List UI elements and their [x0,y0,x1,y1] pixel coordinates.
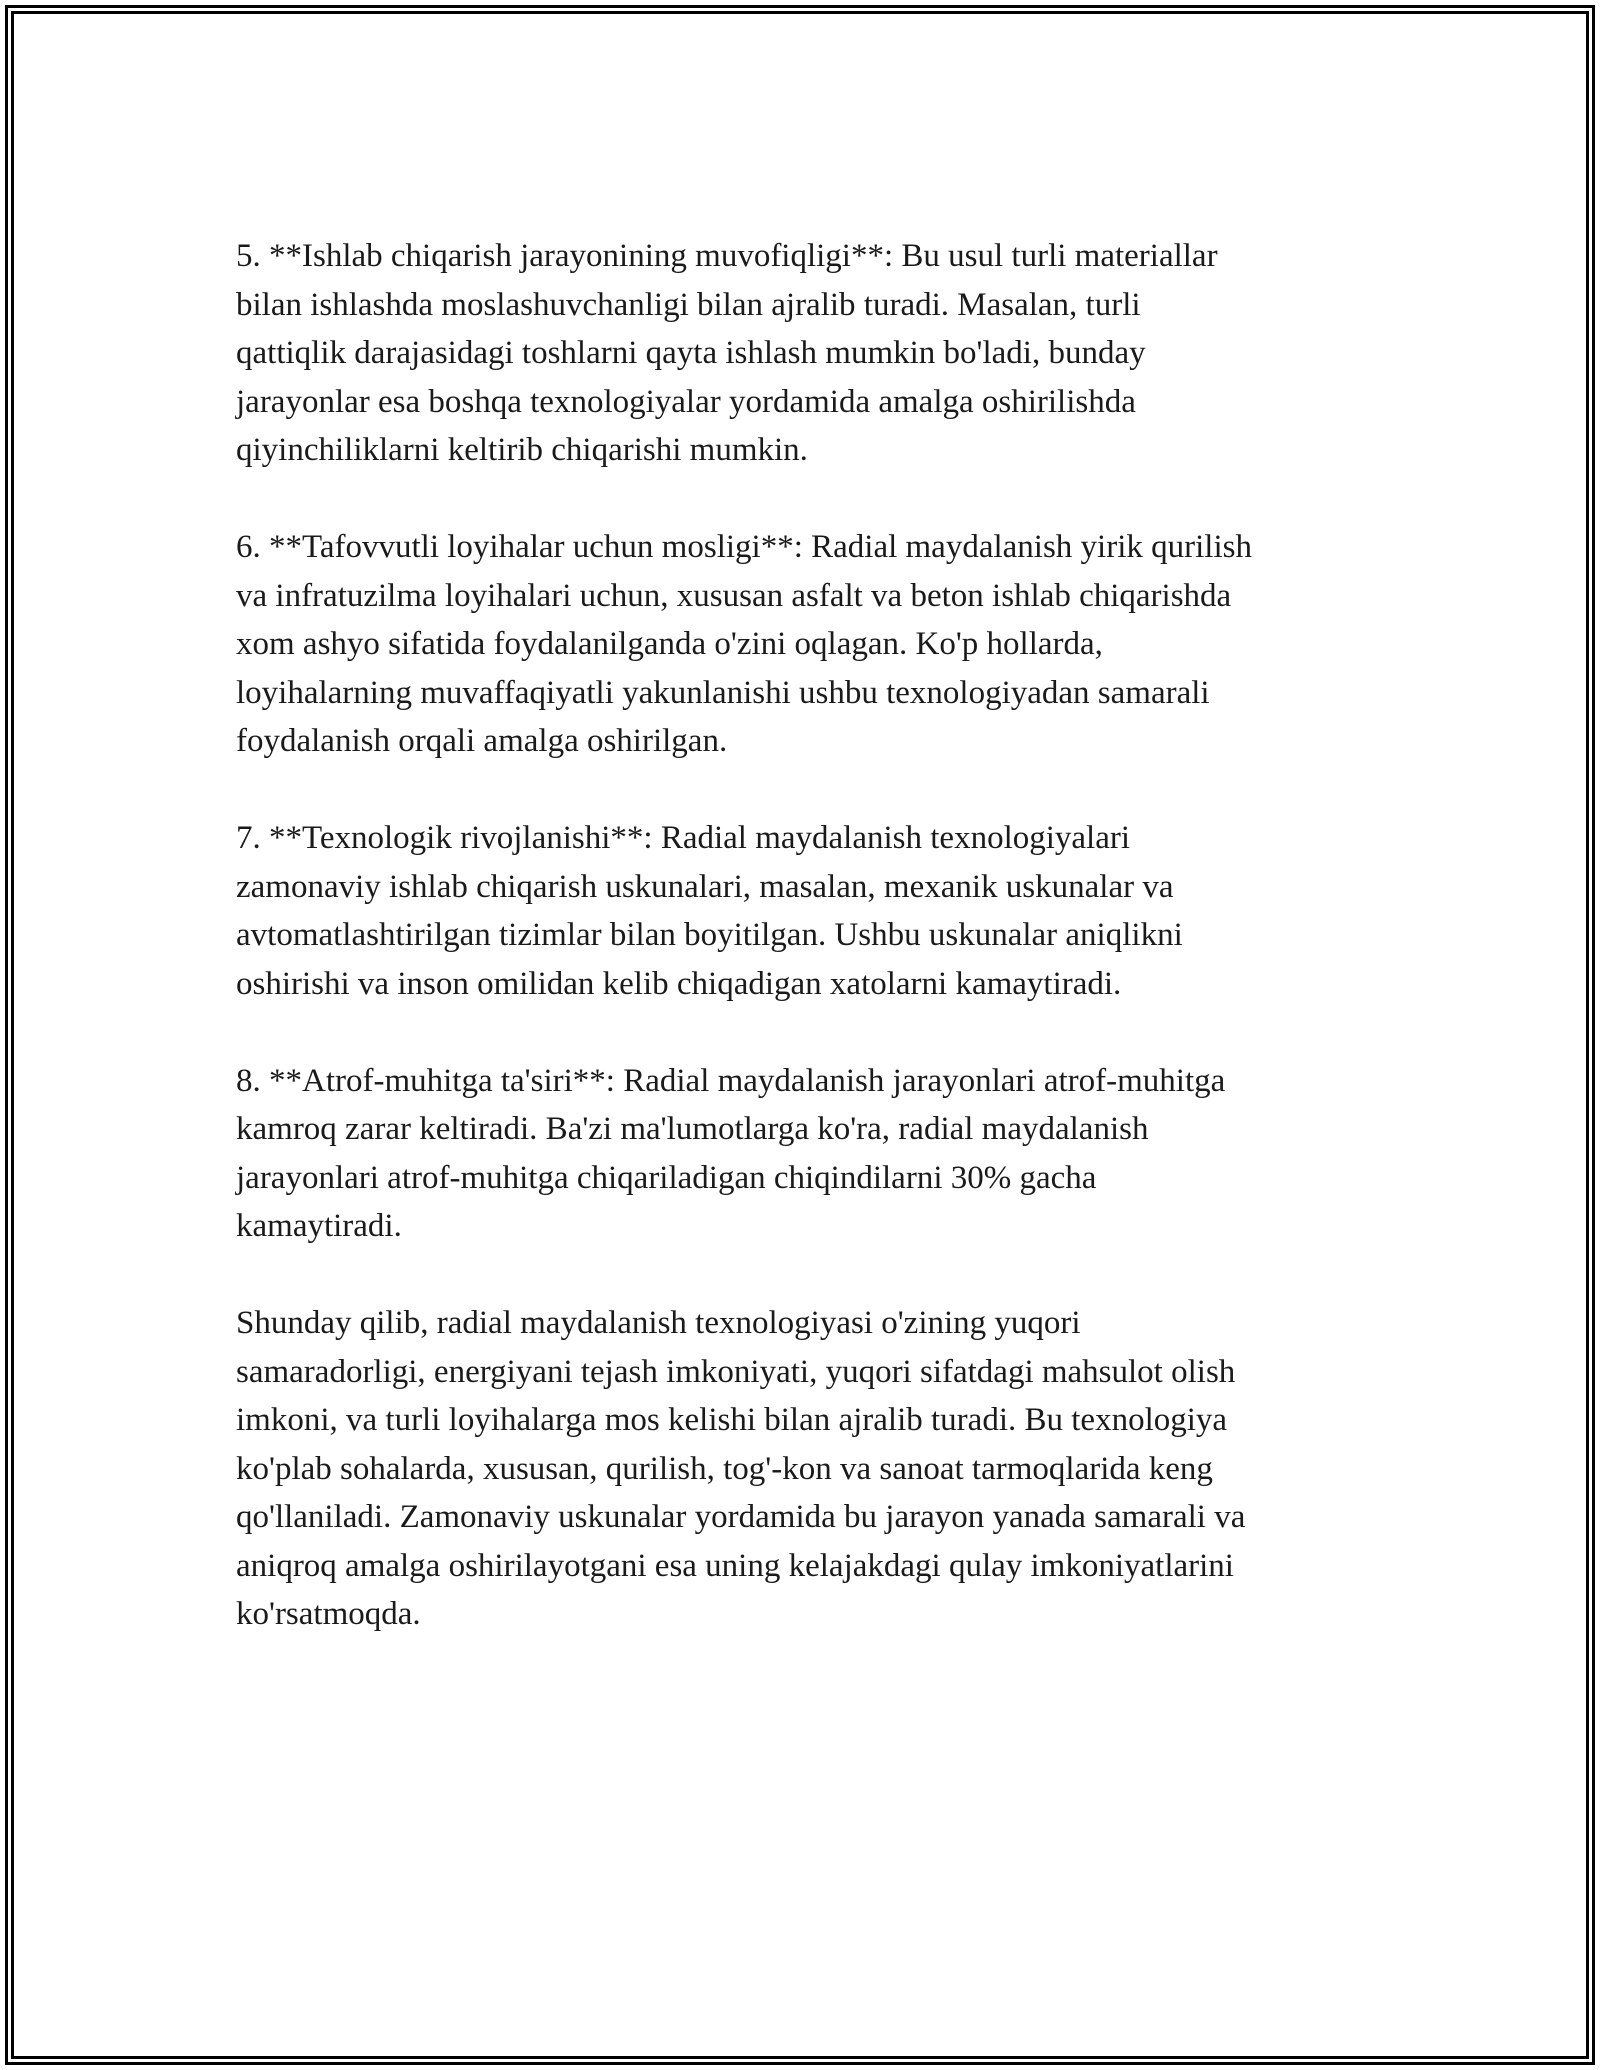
paragraph-item-6: 6. **Tafovvutli loyihalar uchun mosligi**: Radial maydalanish yirik qurilish va infratuzilma loyihalari uchun, xususan asfalt va beton ishlab chiqarishda xom ashyo sifatida foydalanilganda o'zini oqlagan. Ko'p hollarda, loyihalarning muvaffaqiyatli yakunlanishi ushbu texnologiyadan samarali foydalanish orqali amalga oshirilgan. [236,529,1252,759]
paragraph-item-8: 8. **Atrof-muhitga ta'siri**: Radial maydalanish jarayonlari atrof-muhitga kamroq zarar keltiradi. Ba'zi ma'lumotlarga ko'ra, radial maydalanish jarayonlari atrof-muhitga chiqariladigan chiqindilarni 30% gacha kamaytiradi. [236,1062,1226,1244]
document-body [236,232,1386,1639]
conclusion-paragraph: Shunday qilib, radial maydalanish texnologiyasi o'zining yuqori samaradorligi, energiyani tejash imkoniyati, yuqori sifatdagi mahsulot olish imkoni, va turli loyihalarga mos kelishi bilan ajralib turadi. Bu texnologiya ko'plab sohalarda, xususan, qurilish, tog'-kon va sanoat tarmoqlarida keng qo'llaniladi. Zamonaviy uskunalar yordamida bu jarayon yanada samarali va aniqroq amalga oshirilayotgani esa uning kelajakdagi qulay imkoniyatlarini ko'rsatmoqda. [236,1305,1246,1632]
paragraph-item-5: 5. **Ishlab chiqarish jarayonining muvofiqligi**: Bu usul turli materiallar bilan ishlashda moslashuvchanligi bilan ajralib turadi. Masalan, turli qattiqlik darajasidagi toshlarni qayta ishlash mumkin bo'ladi, bunday jarayonlar esa boshqa texnologiyalar yordamida amalga oshirilishda qiyinchiliklarni keltirib chiqarishi mumkin. [236,238,1218,468]
paragraph-item-7: 7. **Texnologik rivojlanishi**: Radial maydalanish texnologiyalari zamonaviy ishlab chiqarish uskunalari, masalan, mexanik uskunalar va avtomatlashtirilgan tizimlar bilan boyitilgan. Ushbu uskunalar aniqlikni oshirishi va inson omilidan kelib chiqadigan xatolarni kamaytiradi. [236,820,1183,1002]
